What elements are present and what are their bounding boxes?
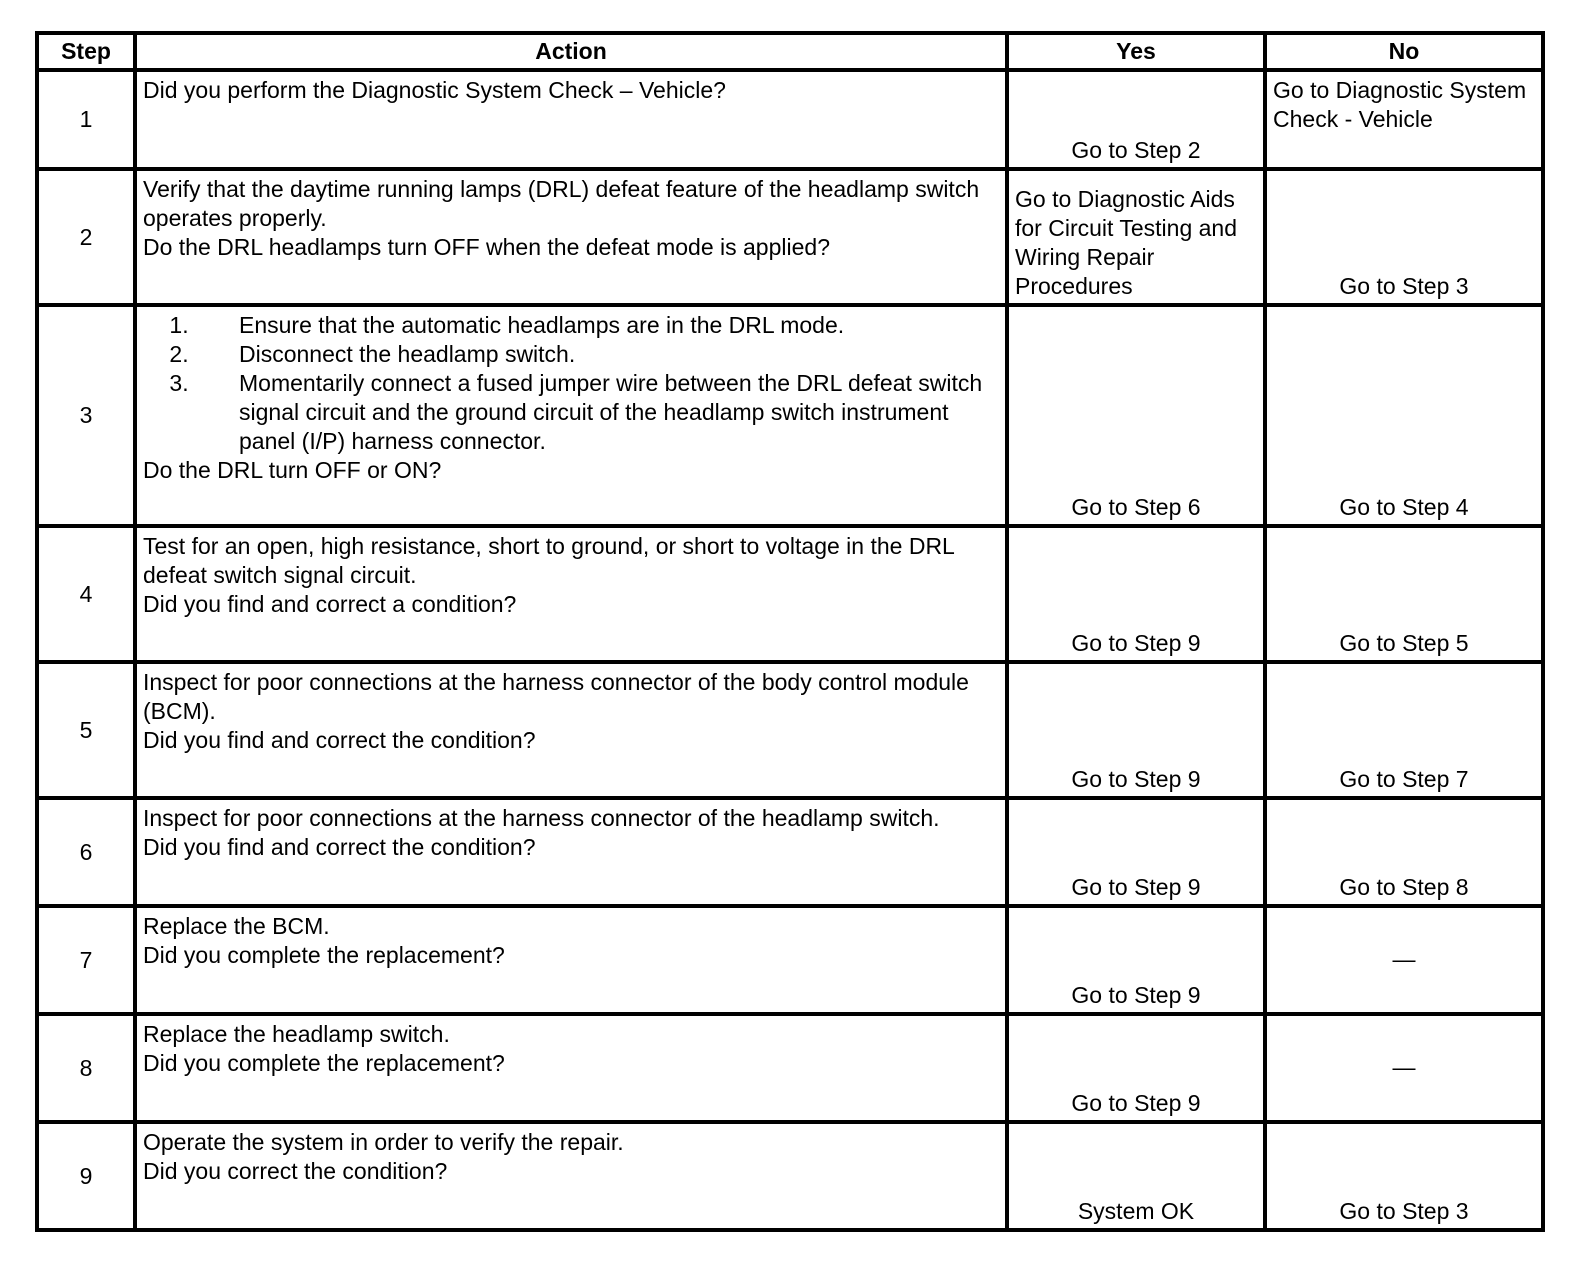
action-question: Did you correct the condition? <box>143 1158 448 1184</box>
action-text: Inspect for poor connections at the harness connector of the headlamp switch. <box>143 805 940 831</box>
action-question: Did you complete the replacement? <box>143 942 505 968</box>
action-question: Did you complete the replacement? <box>143 1050 505 1076</box>
action-text: Operate the system in order to verify the repair. <box>143 1129 624 1155</box>
action-cell <box>135 526 1007 662</box>
step-number: 9 <box>37 1122 135 1230</box>
yes-cell: Go to Step 6 <box>1007 305 1265 526</box>
header-row <box>37 33 1543 70</box>
table-row <box>37 1122 1543 1230</box>
action-cell <box>135 305 1007 526</box>
table-row <box>37 906 1543 1014</box>
no-cell: Go to Step 7 <box>1265 662 1543 798</box>
action-text: Replace the BCM. <box>143 913 330 939</box>
action-text: Verify that the daytime running lamps (DRL) defeat feature of the headlamp switch operates properly. <box>143 176 980 231</box>
yes-cell: Go to Step 9 <box>1007 526 1265 662</box>
list-item: 2. Disconnect the headlamp switch. <box>195 340 999 369</box>
header-yes: Yes <box>1007 33 1265 70</box>
header-action: Action <box>135 33 1007 70</box>
yes-cell: Go to Step 9 <box>1007 1014 1265 1122</box>
yes-cell: Go to Diagnostic Aids for Circuit Testing and Wiring Repair Procedures <box>1007 169 1265 305</box>
action-question: Did you find and correct the condition? <box>143 727 536 753</box>
table-row <box>37 526 1543 662</box>
action-cell <box>135 70 1007 169</box>
step-number: 7 <box>37 906 135 1014</box>
step-number: 4 <box>37 526 135 662</box>
yes-cell: Go to Step 9 <box>1007 662 1265 798</box>
action-cell <box>135 906 1007 1014</box>
action-question: Did you find and correct a condition? <box>143 591 517 617</box>
no-cell: Go to Step 3 <box>1265 1122 1543 1230</box>
no-cell: Go to Step 8 <box>1265 798 1543 906</box>
table-row <box>37 798 1543 906</box>
table-row <box>37 305 1543 526</box>
header-step: Step <box>37 33 135 70</box>
action-question: Do the DRL headlamps turn OFF when the defeat mode is applied? <box>143 234 830 260</box>
table-row <box>37 169 1543 305</box>
step-number: 8 <box>37 1014 135 1122</box>
action-question: Do the DRL turn OFF or ON? <box>143 457 442 483</box>
yes-cell: System OK <box>1007 1122 1265 1230</box>
diagnostic-table <box>35 31 1545 1232</box>
action-cell <box>135 169 1007 305</box>
list-item: 3. Momentarily connect a fused jumper wire between the DRL defeat switch signal circuit and the ground circuit of the headlamp switch instrument panel (I/P) harness connector. <box>195 369 999 456</box>
step-number: 1 <box>37 70 135 169</box>
table-row <box>37 1014 1543 1122</box>
no-cell: Go to Step 3 <box>1265 169 1543 305</box>
step-number: 2 <box>37 169 135 305</box>
procedure-list <box>143 311 999 456</box>
action-text: Replace the headlamp switch. <box>143 1021 450 1047</box>
yes-cell: Go to Step 2 <box>1007 70 1265 169</box>
action-text: Did you perform the Diagnostic System Check – Vehicle? <box>143 77 726 103</box>
action-question: Did you find and correct the condition? <box>143 834 536 860</box>
step-number: 6 <box>37 798 135 906</box>
action-cell <box>135 662 1007 798</box>
table-row <box>37 70 1543 169</box>
no-cell: Go to Step 4 <box>1265 305 1543 526</box>
yes-cell: Go to Step 9 <box>1007 798 1265 906</box>
yes-cell: Go to Step 9 <box>1007 906 1265 1014</box>
action-cell <box>135 1122 1007 1230</box>
action-cell <box>135 798 1007 906</box>
table-row <box>37 662 1543 798</box>
no-cell: Go to Diagnostic System Check - Vehicle <box>1265 70 1543 169</box>
list-item: 1. Ensure that the automatic headlamps are in the DRL mode. <box>195 311 999 340</box>
action-text: Test for an open, high resistance, short to ground, or short to voltage in the DRL defeat switch signal circuit. <box>143 533 954 588</box>
no-cell: — <box>1265 1014 1543 1122</box>
no-cell: Go to Step 5 <box>1265 526 1543 662</box>
step-number: 3 <box>37 305 135 526</box>
step-number: 5 <box>37 662 135 798</box>
no-cell: — <box>1265 906 1543 1014</box>
action-text: Inspect for poor connections at the harness connector of the body control module (BCM). <box>143 669 969 724</box>
action-cell <box>135 1014 1007 1122</box>
header-no: No <box>1265 33 1543 70</box>
